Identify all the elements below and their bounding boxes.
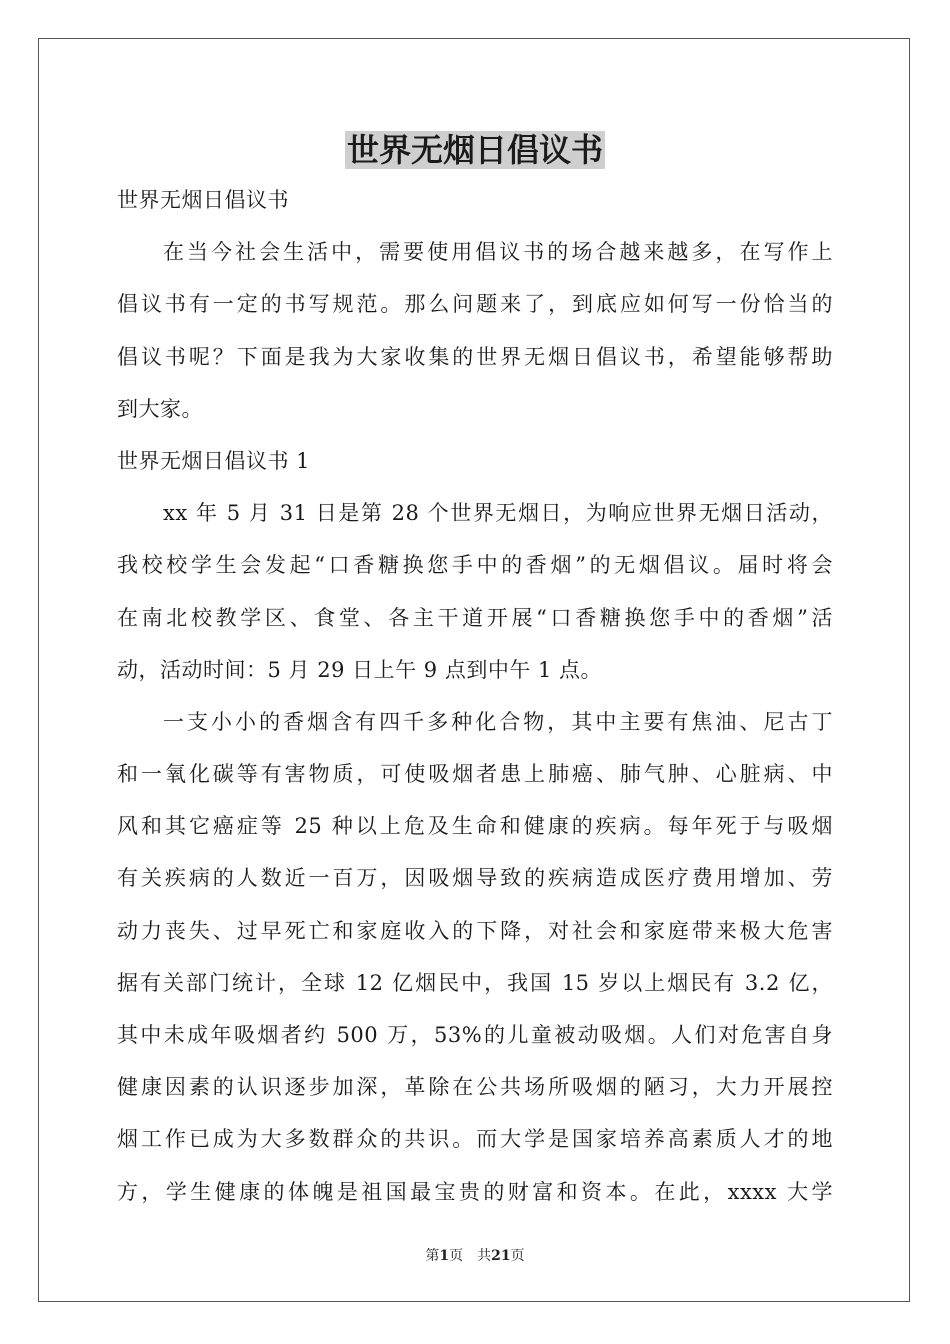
paragraph-line: 风和其它癌症等 25 种以上危及生命和健康的疾病。每年死于与吸烟: [117, 814, 833, 839]
paragraph-line: 有关疾病的人数近一百万，因吸烟导致的疾病造成医疗费用增加、劳: [117, 866, 833, 891]
paragraph-line: 到大家。: [117, 396, 203, 421]
paragraph-line: 动力丧失、过早死亡和家庭收入的下降，对社会和家庭带来极大危害: [117, 918, 833, 943]
paragraph-line: 动，活动时间：5 月 29 日上午 9 点到中午 1 点。: [117, 657, 603, 682]
paragraph-line: 我校校学生会发起“口香糖换您手中的香烟”的无烟倡议。届时将会: [117, 553, 833, 578]
page-footer: [0, 1246, 950, 1266]
current-page-number: 1: [439, 1248, 450, 1264]
subtitle-line: 世界无烟日倡议书: [117, 188, 289, 212]
document-title: [0, 126, 950, 174]
page-number-prefix: 第: [425, 1248, 440, 1264]
paragraph-line: xx 年 5 月 31 日是第 28 个世界无烟日，为响应世界无烟日活动，: [163, 501, 833, 526]
paragraph-line: 倡议书呢？下面是我为大家收集的世界无烟日倡议书，希望能够帮助: [117, 344, 833, 369]
document-title-text: 世界无烟日倡议书: [346, 131, 603, 169]
page-number-unit: 页: [449, 1248, 464, 1264]
paragraph-line: 一支小小的香烟含有四千多种化合物，其中主要有焦油、尼古丁: [163, 709, 833, 734]
paragraph-line: 倡议书有一定的书写规范。那么问题来了，到底应如何写一份恰当的: [117, 292, 833, 317]
total-pages-number: 21: [491, 1248, 511, 1264]
paragraph-line: 和一氧化碳等有害物质，可使吸烟者患上肺癌、肺气肿、心脏病、中: [117, 762, 833, 787]
paragraph-line: 方，学生健康的体魄是祖国最宝贵的财富和资本。在此，xxxx 大学: [117, 1179, 833, 1204]
paragraph-line: 健康因素的认识逐步加深，革除在公共场所吸烟的陋习，大力开展控: [117, 1075, 833, 1100]
paragraph-line: 在当今社会生活中，需要使用倡议书的场合越来越多，在写作上: [163, 240, 833, 265]
total-pages-prefix: 共: [477, 1248, 492, 1264]
document-body: [117, 174, 833, 1218]
paragraph-line: 烟工作已成为大多数群众的共识。而大学是国家培养高素质人才的地: [117, 1127, 833, 1152]
section-heading-line: 世界无烟日倡议书 1: [117, 448, 311, 473]
paragraph-line: 在南北校教学区、食堂、各主干道开展“口香糖换您手中的香烟”活: [117, 605, 833, 630]
paragraph-line: 其中未成年吸烟者约 500 万，53%的儿童被动吸烟。人们对危害自身: [117, 1023, 833, 1047]
total-pages-unit: 页: [510, 1248, 525, 1264]
paragraph-line: 据有关部门统计，全球 12 亿烟民中，我国 15 岁以上烟民有 3.2 亿，: [117, 970, 833, 995]
